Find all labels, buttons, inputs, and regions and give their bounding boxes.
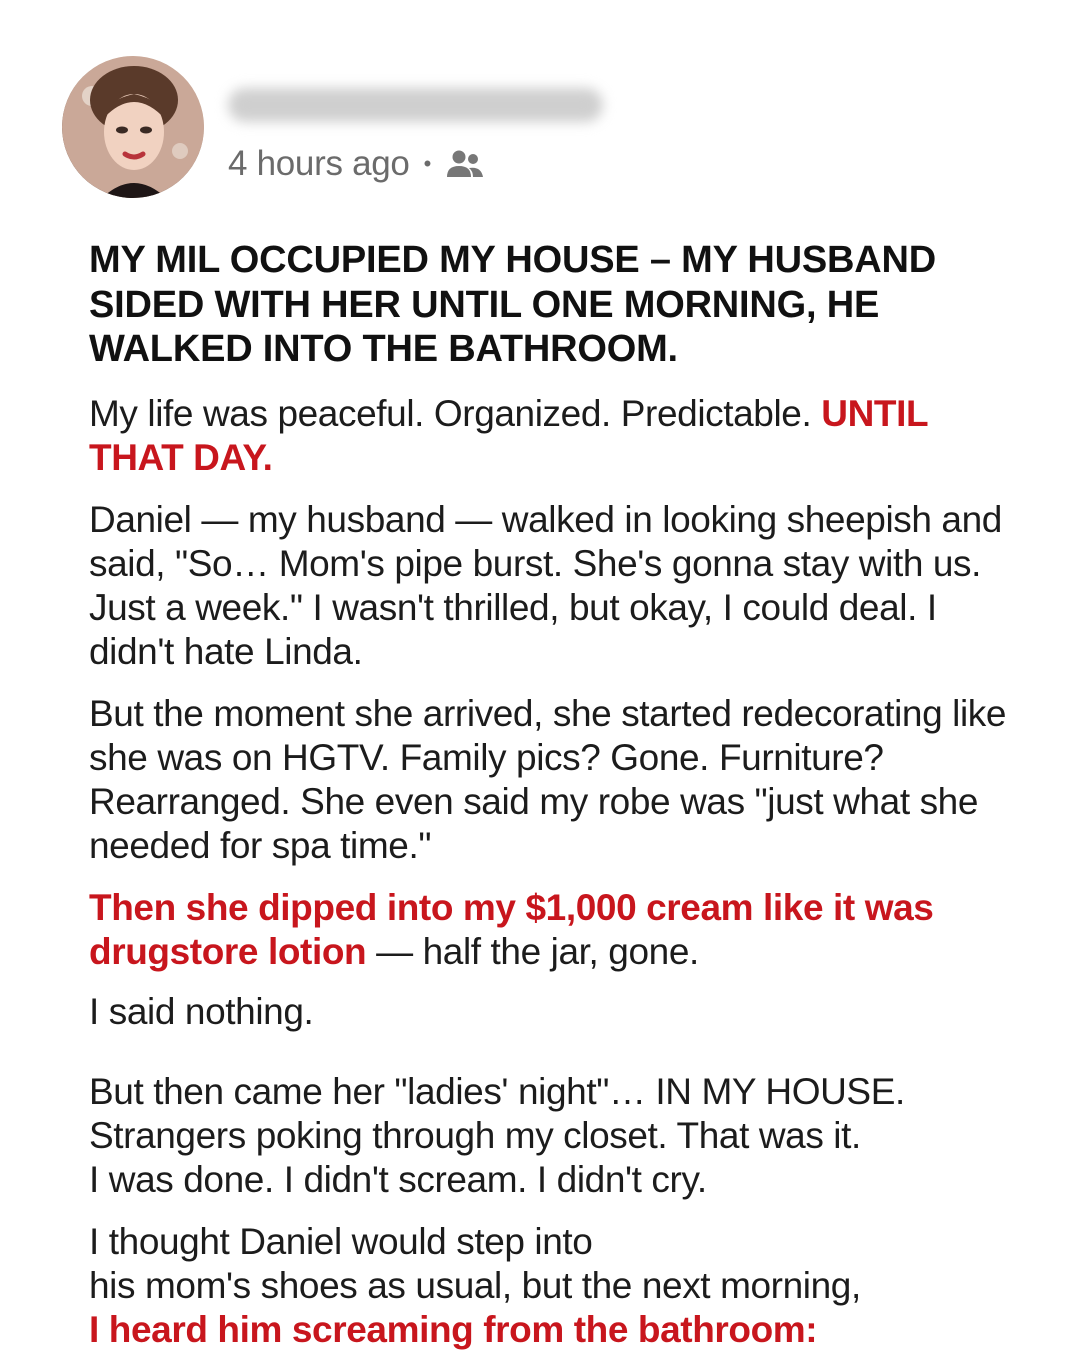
paragraph-ladies-night	[89, 1070, 1019, 1202]
paragraph-intro	[89, 392, 1019, 480]
highlight-screaming: I heard him screaming from the bathroom:	[89, 1308, 818, 1350]
ladies-night-line-1: But then came her "ladies' night"… IN MY HOUSE.	[89, 1070, 905, 1112]
paragraph-said-nothing: I said nothing.	[89, 990, 314, 1032]
ladies-night-line-3: I was done. I didn't scream. I didn't cry.	[89, 1158, 707, 1200]
paragraph-daniel: Daniel — my husband — walked in looking sheepish and said, "So… Mom's pipe burst. She's gonna stay with us. Just a week." I wasn't thrilled, but okay, I could deal. I didn't hate Linda.	[89, 498, 1002, 672]
post-body	[89, 238, 1019, 1352]
post-timestamp[interactable]: 4 hours ago	[228, 144, 410, 183]
post-title: MY MIL OCCUPIED MY HOUSE – MY HUSBAND SIDED WITH HER UNTIL ONE MORNING, HE WALKED INTO THE BATHROOM.	[89, 239, 937, 370]
people-icon	[445, 147, 485, 181]
paragraph-redecorating: But the moment she arrived, she started redecorating like she was on HGTV. Family pics? Gone. Furniture? Rearranged. She even said my robe was "just what she needed for spa time."	[89, 692, 1007, 866]
paragraph-intro-text: My life was peaceful. Organized. Predictable.	[89, 392, 822, 434]
highlight-cream: Then she dipped into my $1,000 cream like it was drugstore lotion	[89, 886, 934, 972]
next-morning-line-1: I thought Daniel would step into	[89, 1220, 593, 1262]
post-header	[62, 56, 1022, 206]
post-meta	[228, 144, 485, 184]
ladies-night-line-2: Strangers poking through my closet. That was it.	[89, 1114, 861, 1156]
highlight-until-that-day: UNTIL THAT DAY.	[89, 392, 928, 478]
paragraph-cream	[89, 886, 1019, 974]
avatar-portrait-icon	[62, 56, 204, 198]
paragraph-cream-text: — half the jar, gone.	[366, 930, 699, 972]
avatar[interactable]	[62, 56, 204, 198]
meta-separator: •	[423, 151, 431, 176]
next-morning-line-2: his mom's shoes as usual, but the next morning,	[89, 1264, 861, 1306]
author-name[interactable]	[228, 88, 603, 122]
paragraph-next-morning	[89, 1220, 1019, 1352]
